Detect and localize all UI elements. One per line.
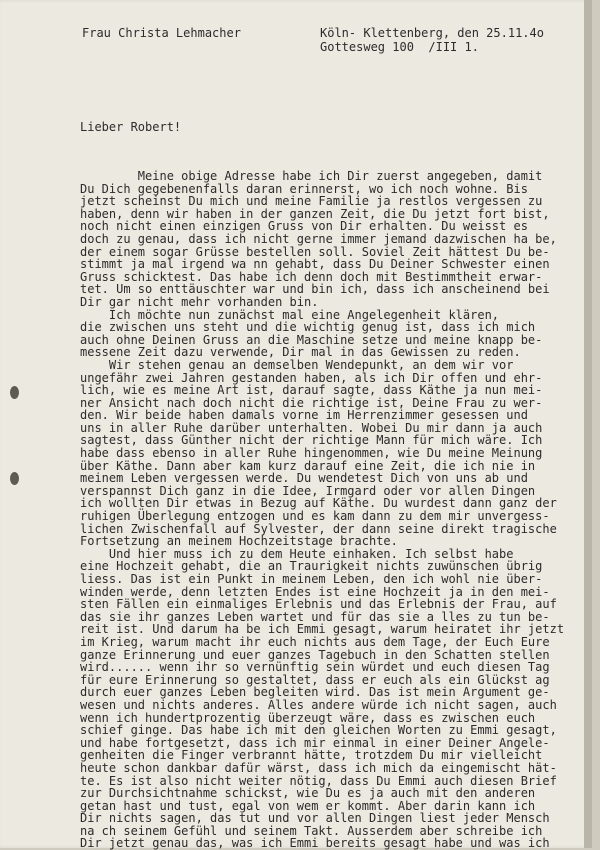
body-line: durch euer ganzes Leben begleiten wird. Das ist mein Argument ge- bbox=[80, 685, 550, 700]
body-line: ganze Erinnerung und euer ganzes Tagebuch in den Schatten stellen bbox=[80, 647, 550, 662]
body-line: eine Hochzeit gehabt, die an Traurigkeit nichts zuwünschen übrig bbox=[80, 559, 543, 574]
body-line: für eure Erinnerung so gestaltet, dass er euch als ein Glückst ag bbox=[80, 672, 550, 687]
body-line: wenn ich hundertprozentig überzeugt wäre, dass es zwischen euch bbox=[80, 710, 536, 725]
body-line: der einem sogar Grüsse bestellen soll. Soviel Zeit hättest Du be- bbox=[80, 244, 550, 259]
body-line: Du Dich gegebenenfalls daran erinnerst, wo ich noch wohne. Bis bbox=[80, 181, 528, 196]
body-line: Und hier muss ich zu dem Heute einhaken. Ich selbst habe bbox=[80, 546, 514, 561]
body-line: das sie ihr ganzes Leben wartet und für das sie a lles zu tun be- bbox=[80, 609, 550, 624]
body-line: getan hast und tust, egal von wem er kommt. Aber darin kann ich bbox=[80, 798, 536, 813]
body-line: auch ohne Deinen Gruss an die Maschine setze und meine knapp be- bbox=[80, 332, 543, 347]
body-line: ich wollten Dir etwas in Bezug auf Käthe. Du wurdest dann ganz der bbox=[80, 496, 557, 511]
body-line: te. Es ist also nicht weiter nötig, dass Du Emmi auch diesen Brief bbox=[80, 773, 557, 788]
body-line: Gruss schicktest. Das habe ich denn doch mit Bestimmtheit erwar- bbox=[80, 269, 543, 284]
punch-hole-top bbox=[10, 386, 19, 399]
body-line: stimmt ja mal irgend wa nn gehabt, dass Du Deiner Schwester einen bbox=[80, 257, 550, 272]
salutation: Lieber Robert! bbox=[80, 120, 182, 134]
body-line: ungefähr zwei Jahren gestanden haben, als ich Dir offen und ehr- bbox=[80, 370, 543, 385]
page-edge bbox=[584, 0, 592, 848]
body-line: noch nicht einen einzigen Gruss von Dir erhalten. Du weisst es bbox=[80, 219, 528, 234]
body-line: zur Durchsichtnahme schickst, wie Du es ja auch mit den anderen bbox=[80, 786, 536, 801]
body-line: Wir stehen genau an demselben Wendepunkt, an dem wir vor bbox=[80, 357, 514, 372]
body-line: ner Ansicht nach doch nicht die richtige ist, Deine Frau zu wer- bbox=[80, 395, 543, 410]
body-line: liess. Das ist ein Punkt in meinem Leben, den ich wohl nie über- bbox=[80, 572, 543, 586]
punch-hole-bottom bbox=[10, 472, 19, 485]
body-line: doch zu genau, dass ich nicht gerne immer jemand dazwischen ha be, bbox=[80, 231, 557, 246]
body-line: tet. Um so enttäuschter war und bin ich, dass ich anscheinend bei bbox=[80, 282, 550, 297]
body-line: winden werde, denn letzten Endes ist eine Hochzeit ja in den mei- bbox=[80, 584, 550, 599]
body-line: Dir nichts sagen, das tut und vor allen Dingen liest jeder Mensch bbox=[80, 811, 550, 826]
body-line: wird...... wenn ihr so vernünftig sein würdet und euch diesen Tag bbox=[80, 660, 550, 675]
body-line: lichen Zwischenfall auf Sylvester, der dann seine direkt tragische bbox=[80, 521, 557, 536]
address-line-1: Köln- Klettenberg, den 25.11.4o bbox=[320, 26, 544, 40]
body-line: sten Fällen ein einmaliges Erlebnis und das Erlebnis der Frau, auf bbox=[80, 597, 557, 612]
body-line: Meine obige Adresse habe ich Dir zuerst angegeben, damit bbox=[80, 169, 543, 183]
body-line: na ch seinem Gefühl und seinem Takt. Ausserdem aber schreibe ich bbox=[80, 823, 543, 838]
body-line: haben, denn wir haben in der ganzen Zeit, die Du jetzt fort bist, bbox=[80, 206, 550, 221]
body-line: jetzt scheinst Du mich und meine Familie ja restlos vergessen zu bbox=[80, 194, 543, 209]
body-line: die zwischen uns steht und die wichtig genug ist, dass ich mich bbox=[80, 320, 536, 335]
body-line: Fortsetzung an meinem Hochzeitstage brachte. bbox=[80, 534, 398, 549]
body-line: lich, wie es meine Art ist, darauf sagte, dass Käthe ja nun mei- bbox=[80, 383, 543, 398]
letter-body bbox=[80, 170, 564, 850]
body-line: genheiten die Finger verbrannt hätte, trotzdem Du mir vielleicht bbox=[80, 748, 543, 763]
body-line: messene Zeit dazu verwende, Dir mal in das Gewissen zu reden. bbox=[80, 345, 521, 360]
body-line: im Krieg, warum macht ihr euch nichts aus dem Tage, der Euch Eure bbox=[80, 634, 550, 649]
body-line: Dir jetzt genau das, was ich Emmi bereits gesagt habe und was ich bbox=[80, 836, 550, 850]
body-line: uns in aller Ruhe darüber unterhalten. Wobei Du mir dann ja auch bbox=[80, 420, 543, 435]
address-line-2: Gottesweg 100 /III 1. bbox=[320, 40, 479, 54]
body-line: habe dass ebenso in aller Ruhe hingenommen, wie Du meine Meinung bbox=[80, 446, 543, 461]
body-line: reit ist. Und darum ha be ich Emmi gesagt, warum heiratet ihr jetzt bbox=[80, 622, 565, 637]
body-line: Ich möchte nun zunächst mal eine Angelegenheit klären, bbox=[80, 307, 500, 322]
body-line: verspannst Dich ganz in die Idee, Irmgard oder vor allen Dingen bbox=[80, 483, 536, 498]
body-line: schief ginge. Das habe ich mit den gleichen Worten zu Emmi gesagt, bbox=[80, 723, 557, 738]
body-line: heute schon dankbar dafür wärst, dass ich mich da eingemischt hät- bbox=[80, 760, 557, 775]
body-line: den. Wir beide haben damals vorne im Herrenzimmer gesessen und bbox=[80, 408, 528, 423]
body-line: Dir gar nicht mehr vorhanden bin. bbox=[80, 294, 319, 309]
body-line: ruhigen Überlegung entzogen und es kam dann zu dem mir unvergess- bbox=[80, 509, 550, 524]
sender-name: Frau Christa Lehmacher bbox=[82, 26, 241, 40]
body-line: wesen und nichts anderes. Alles andere würde ich nicht sagen, auch bbox=[80, 697, 557, 712]
body-line: über Käthe. Dann aber kam kurz darauf eine Zeit, die ich nie in bbox=[80, 458, 536, 473]
body-line: und habe fortgesetzt, dass ich mir einmal in einer Deiner Angele- bbox=[80, 735, 550, 750]
body-line: sagtest, dass Günther nicht der richtige Mann für mich wäre. Ich bbox=[80, 433, 543, 448]
body-line: meinem Leben vergessen werde. Du wendetest Dich von uns ab und bbox=[80, 471, 528, 486]
